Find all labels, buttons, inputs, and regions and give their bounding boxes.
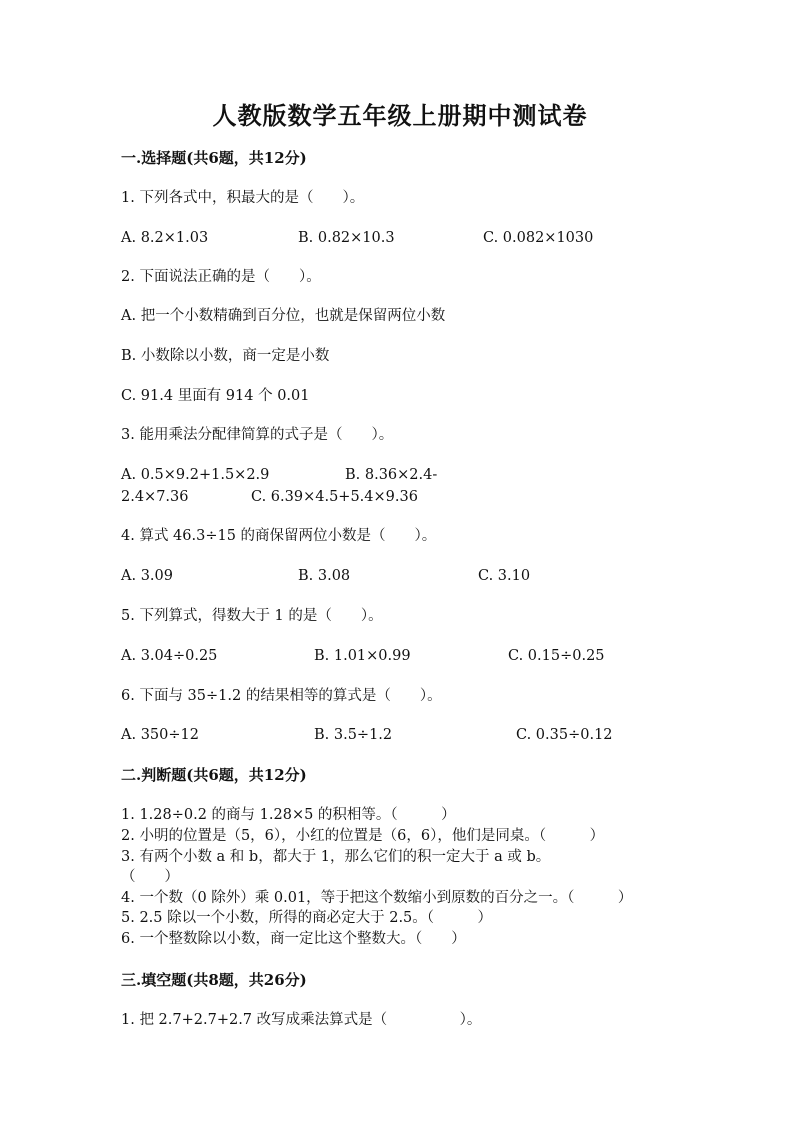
judgement-item-3: 3. 有两个小数 a 和 b，都大于 1，那么它们的积一定大于 a 或 b。	[121, 849, 551, 865]
question-2-stem: 2. 下面说法正确的是（ ）。	[121, 269, 321, 285]
judgement-item-6: 6. 一个整数除以小数，商一定比这个整数大。（ ）	[121, 931, 466, 947]
judgement-item-1: 1. 1.28÷0.2 的商与 1.28×5 的积相等。（ ）	[121, 807, 456, 823]
judgement-item-3-bracket: （ ）	[121, 869, 179, 885]
judgement-item-4: 4. 一个数（0 除外）乘 0.01，等于把这个数缩小到原数的百分之一。（ ）	[121, 890, 633, 906]
question-6-option-b: B. 3.5÷1.2	[314, 727, 393, 743]
question-1-option-b: B. 0.82×10.3	[298, 230, 395, 246]
question-2-option-c: C. 91.4 里面有 914 个 0.01	[121, 388, 310, 404]
question-4-option-b: B. 3.08	[298, 568, 351, 584]
question-1-option-c: C. 0.082×1030	[483, 230, 594, 246]
section-heading-judgement: 二.判断题(共6题，共12分)	[121, 766, 307, 784]
judgement-item-2: 2. 小明的位置是（5，6），小红的位置是（6，6），他们是同桌。（ ）	[121, 828, 605, 844]
question-6-option-a: A. 350÷12	[121, 727, 199, 743]
question-5-stem: 5. 下列算式，得数大于 1 的是（ ）。	[121, 608, 383, 624]
question-1-stem: 1. 下列各式中，积最大的是（ ）。	[121, 190, 365, 206]
section-heading-choice: 一.选择题(共6题，共12分)	[121, 149, 307, 167]
question-4-option-a: A. 3.09	[121, 568, 173, 584]
page-title: 人教版数学五年级上册期中测试卷	[212, 101, 588, 130]
section-heading-fill-in: 三.填空题(共8题，共26分)	[121, 971, 307, 989]
question-2-option-a: A. 把一个小数精确到百分位，也就是保留两位小数	[121, 308, 446, 324]
question-6-option-c: C. 0.35÷0.12	[516, 727, 613, 743]
question-5-option-b: B. 1.01×0.99	[314, 648, 411, 664]
fill-in-question-1: 1. 把 2.7+2.7+2.7 改写成乘法算式是（ ）。	[121, 1012, 482, 1028]
question-4-option-c: C. 3.10	[478, 568, 531, 584]
question-3-stem: 3. 能用乘法分配律简算的式子是（ ）。	[121, 427, 394, 443]
question-5-option-c: C. 0.15÷0.25	[508, 648, 605, 664]
question-3-option-b-cont: 2.4×7.36	[121, 489, 189, 505]
question-4-stem: 4. 算式 46.3÷15 的商保留两位小数是（ ）。	[121, 528, 437, 544]
judgement-item-5: 5. 2.5 除以一个小数，所得的商必定大于 2.5。（ ）	[121, 910, 493, 926]
question-5-option-a: A. 3.04÷0.25	[121, 648, 218, 664]
question-1-option-a: A. 8.2×1.03	[121, 230, 209, 246]
question-2-option-b: B. 小数除以小数，商一定是小数	[121, 348, 330, 364]
question-3-option-b: B. 8.36×2.4-	[345, 467, 438, 483]
question-6-stem: 6. 下面与 35÷1.2 的结果相等的算式是（ ）。	[121, 688, 442, 704]
question-3-option-c: C. 6.39×4.5+5.4×9.36	[251, 489, 418, 505]
question-3-option-a: A. 0.5×9.2+1.5×2.9	[121, 467, 270, 483]
